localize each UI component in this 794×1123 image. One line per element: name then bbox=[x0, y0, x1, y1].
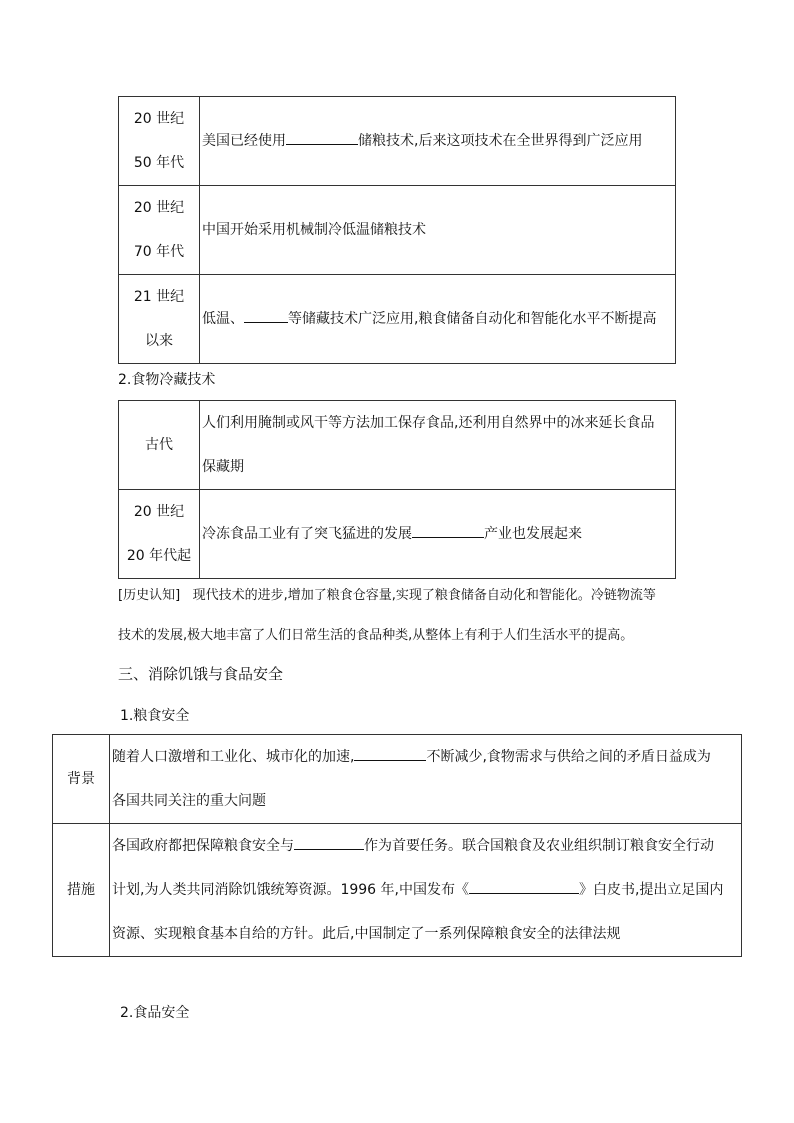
table-row bbox=[119, 490, 676, 579]
note-line bbox=[118, 576, 698, 616]
fill-in-blank[interactable] bbox=[354, 746, 426, 761]
text-line bbox=[112, 868, 741, 912]
refrigeration-table bbox=[118, 400, 676, 579]
text-segment: 美国已经使用 bbox=[202, 133, 286, 149]
period-line: 21 世纪 bbox=[133, 289, 185, 305]
period-line: 70 年代 bbox=[133, 244, 185, 260]
period-line: 以来 bbox=[145, 333, 173, 349]
description-cell bbox=[200, 97, 676, 186]
fill-in-blank[interactable] bbox=[244, 308, 288, 323]
fill-in-blank[interactable] bbox=[286, 130, 358, 145]
storage-tech-table bbox=[118, 96, 676, 364]
text-segment: 不断减少,食物需求与供给之间的矛盾日益成为 bbox=[426, 749, 711, 765]
fill-in-blank[interactable] bbox=[412, 523, 484, 538]
text-segment: 储粮技术,后来这项技术在全世界得到广泛应用 bbox=[358, 133, 643, 149]
period-cell bbox=[119, 275, 200, 364]
note-label: [历史认知] bbox=[118, 588, 181, 603]
period-line: 50 年代 bbox=[133, 155, 185, 171]
text-segment: 等储藏技术广泛应用,粮食储备自动化和智能化水平不断提高 bbox=[288, 311, 657, 327]
text-line: 人们利用腌制或风干等方法加工保存食品,还利用自然界中的冰来延长食品 bbox=[202, 415, 655, 431]
table-row bbox=[119, 275, 676, 364]
text-line bbox=[112, 824, 741, 868]
fill-in-blank[interactable] bbox=[294, 835, 364, 850]
subsection-title: 1.粮食安全 bbox=[120, 708, 190, 724]
text-line bbox=[112, 735, 741, 779]
table-row bbox=[119, 401, 676, 490]
period-cell bbox=[119, 97, 200, 186]
period-line: 20 世纪 bbox=[133, 111, 185, 127]
text-line: 保藏期 bbox=[202, 459, 244, 475]
text-line: 资源、实现粮食基本自给的方针。此后,中国制定了一系列保障粮食安全的法律法规 bbox=[112, 926, 621, 942]
table-row bbox=[53, 735, 742, 824]
table-row bbox=[119, 97, 676, 186]
note-line: 技术的发展,极大地丰富了人们日常生活的食品种类,从整体上有利于人们生活水平的提高。 bbox=[118, 628, 634, 643]
table-row bbox=[119, 186, 676, 275]
history-note bbox=[118, 576, 698, 656]
description-cell bbox=[200, 490, 676, 579]
text-segment: 计划,为人类共同消除饥饿统筹资源。1996 年,中国发布《 bbox=[112, 882, 469, 898]
period-line: 20 世纪 bbox=[133, 200, 185, 216]
section-title: 2.食物冷藏技术 bbox=[118, 372, 216, 388]
note-text: 现代技术的进步,增加了粮食仓容量,实现了粮食储备自动化和智能化。冷链物流等 bbox=[192, 588, 656, 603]
description-cell bbox=[110, 824, 742, 957]
text-segment: 冷冻食品工业有了突飞猛进的发展 bbox=[202, 526, 412, 542]
description-cell bbox=[200, 401, 676, 490]
period-cell: 古代 bbox=[119, 401, 200, 490]
period-line: 20 年代起 bbox=[126, 548, 192, 564]
category-cell: 背景 bbox=[53, 735, 110, 824]
table-row bbox=[53, 824, 742, 957]
fill-in-blank[interactable] bbox=[469, 879, 579, 894]
subsection-title: 2.食品安全 bbox=[120, 1005, 190, 1021]
text-line: 各国共同关注的重大问题 bbox=[112, 793, 266, 809]
period-cell bbox=[119, 490, 200, 579]
description-cell bbox=[200, 275, 676, 364]
period-cell bbox=[119, 186, 200, 275]
text-segment: 》白皮书,提出立足国内 bbox=[578, 882, 724, 898]
section-title: 三、消除饥饿与食品安全 bbox=[118, 665, 284, 683]
category-cell: 措施 bbox=[53, 824, 110, 957]
text-segment: 各国政府都把保障粮食安全与 bbox=[112, 838, 294, 854]
text-segment: 产业也发展起来 bbox=[484, 526, 582, 542]
description-cell: 中国开始采用机械制冷低温储粮技术 bbox=[200, 186, 676, 275]
text-segment: 低温、 bbox=[202, 311, 244, 327]
food-security-table bbox=[52, 734, 742, 957]
description-cell bbox=[110, 735, 742, 824]
text-segment: 作为首要任务。联合国粮食及农业组织制订粮食安全行动 bbox=[364, 838, 714, 854]
text-segment: 随着人口激增和工业化、城市化的加速, bbox=[112, 749, 355, 765]
period-line: 20 世纪 bbox=[133, 504, 185, 520]
